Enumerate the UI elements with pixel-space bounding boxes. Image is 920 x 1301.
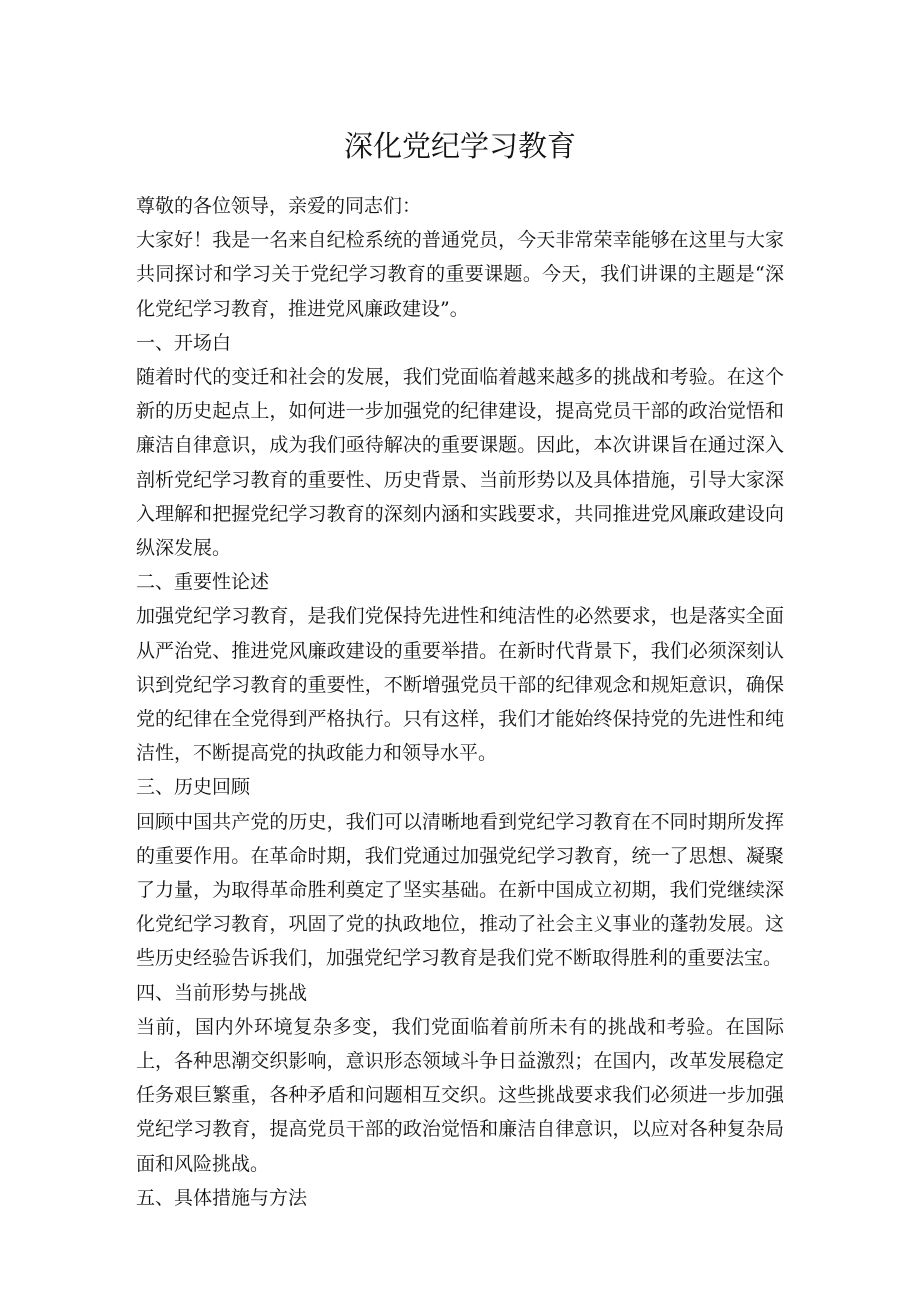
paragraph-importance: 加强党纪学习教育，是我们党保持先进性和纯洁性的必然要求，也是落实全面从严治党、推进党风廉政建设的重要举措。在新时代背景下，我们必须深刻认识到党纪学习教育的重要性，不断增强党员干部的纪律观念和规矩意识，确保党的纪律在全党得到严格执行。只有这样，我们才能始终保持党的先进性和纯洁性，不断提高党的执政能力和领导水平。 [136, 605, 784, 765]
section-heading-importance: 二、重要性论述 [136, 571, 270, 594]
paragraph-greeting: 大家好！我是一名来自纪检系统的普通党员，今天非常荣幸能够在这里与大家共同探讨和学习关于党纪学习教育的重要课题。今天，我们讲课的主题是“深化党纪学习教育，推进党风廉政建设”。 [136, 229, 784, 320]
paragraph-history: 回顾中国共产党的历史，我们可以清晰地看到党纪学习教育在不同时期所发挥的重要作用。在革命时期，我们党通过加强党纪学习教育，统一了思想、凝聚了力量，为取得革命胜利奠定了坚实基础。在新中国成立初期，我们党继续深化党纪学习教育，巩固了党的执政地位，推动了社会主义事业的蓬勃发展。这些历史经验告诉我们，加强党纪学习教育是我们党不断取得胜利的重要法宝。 [136, 810, 784, 970]
section-heading-opening: 一、开场白 [136, 331, 232, 354]
paragraph-opening: 随着时代的变迁和社会的发展，我们党面临着越来越多的挑战和考验。在这个新的历史起点上，如何进一步加强党的纪律建设，提高党员干部的政治觉悟和廉洁自律意识，成为我们亟待解决的重要课题。因此，本次讲课旨在通过深入剖析党纪学习教育的重要性、历史背景、当前形势以及具体措施，引导大家深入理解和把握党纪学习教育的深刻内涵和实践要求，共同推进党风廉政建设向纵深发展。 [136, 366, 784, 560]
section-heading-measures: 五、具体措施与方法 [136, 1186, 308, 1209]
salutation: 尊敬的各位领导，亲爱的同志们： [136, 195, 422, 217]
document-title: 深化党纪学习教育 [343, 129, 576, 163]
paragraph-situation: 当前，国内外环境复杂多变，我们党面临着前所未有的挑战和考验。在国际上，各种思潮交织影响，意识形态领域斗争日益激烈；在国内，改革发展稳定任务艰巨繁重，各种矛盾和问题相互交织。这些挑战要求我们必须进一步加强党纪学习教育，提高党员干部的政治觉悟和廉洁自律意识，以应对各种复杂局面和风险挑战。 [136, 1015, 784, 1175]
document-body [136, 189, 784, 1215]
section-heading-situation: 四、当前形势与挑战 [136, 981, 308, 1004]
section-heading-history: 三、历史回顾 [136, 776, 251, 799]
